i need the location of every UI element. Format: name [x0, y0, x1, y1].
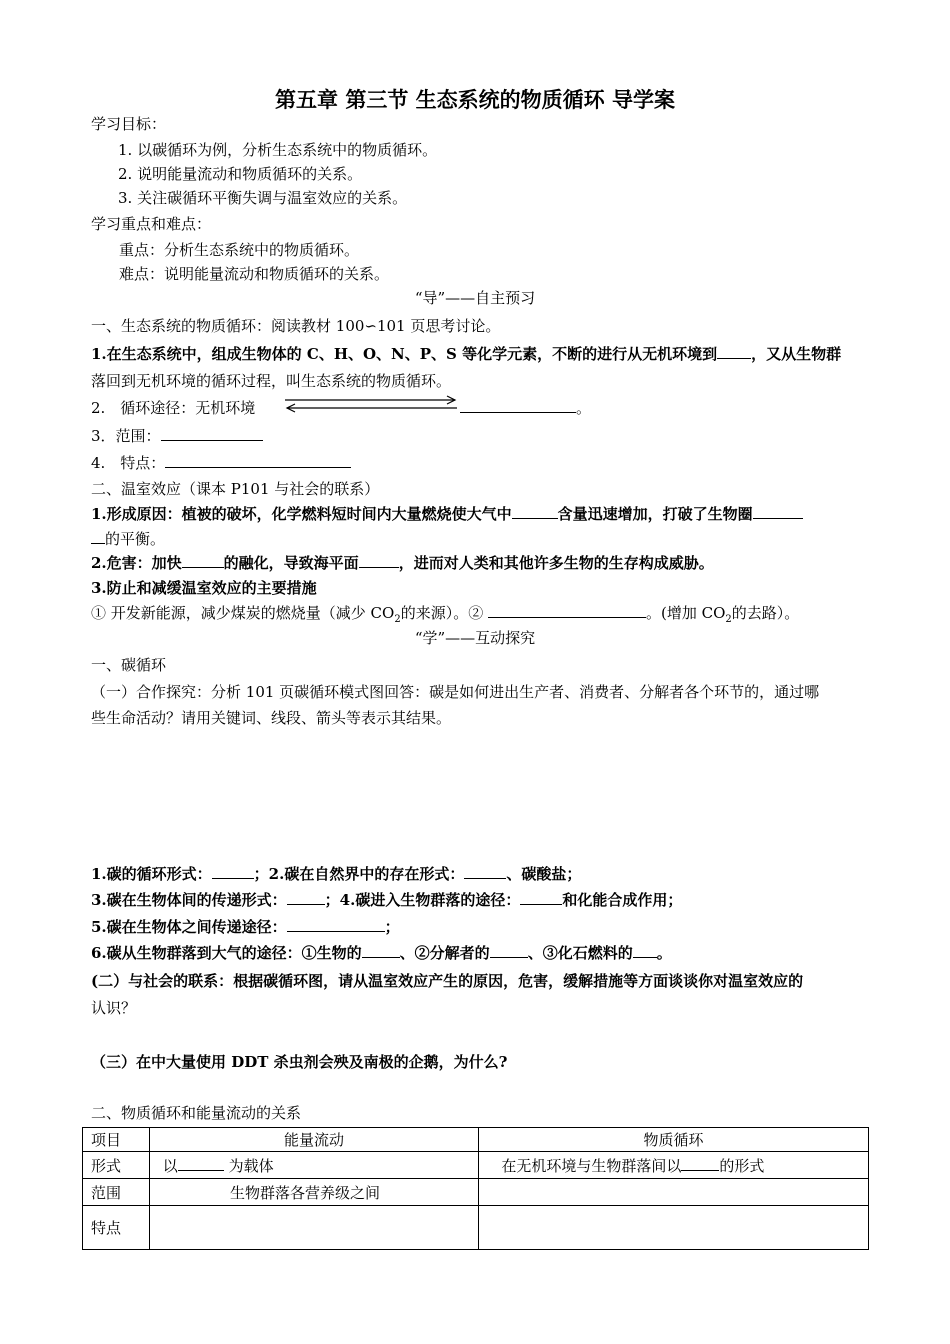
table-cell: 生物群落各营养级之间 — [150, 1179, 479, 1206]
blank-line — [464, 864, 506, 879]
blank-line — [161, 426, 263, 441]
table-cell — [479, 1206, 869, 1250]
table-cell — [150, 1206, 479, 1250]
blank-line — [287, 890, 325, 905]
blank-line — [488, 603, 646, 618]
objective-item: 2. 说明能量流动和物质循环的关系。 — [118, 165, 363, 183]
blank-line — [681, 1156, 719, 1171]
blank-line — [212, 864, 254, 879]
society-connection-line2: 认识？ — [91, 999, 137, 1017]
table-header-cell: 能量流动 — [150, 1128, 479, 1152]
blank-line — [753, 504, 803, 519]
relation-heading: 二、物质循环和能量流动的关系 — [91, 1104, 302, 1122]
greenhouse-measures-heading: 3.防止和减缓温室效应的主要措施 — [91, 579, 317, 597]
section1-paragraph-line2: 落回到无机环境的循环过程，叫生态系统的物质循环。 — [91, 372, 452, 390]
table-header-cell: 项目 — [83, 1128, 150, 1152]
society-connection-line1: (二）与社会的联系：根据碳循环图，请从温室效应产生的原因，危害，缓解措施等方面谈谈你对温室效应的 — [91, 972, 804, 990]
focus-point: 重点：分析生态系统中的物质循环。 — [119, 241, 360, 259]
objective-item: 1. 以碳循环为例，分析生态系统中的物质循环。 — [118, 141, 438, 159]
key-points-heading: 学习重点和难点： — [91, 215, 212, 233]
cooperative-inquiry-line2: 些生命活动？请用关键词、线段、箭头等表示其结果。 — [91, 709, 452, 727]
greenhouse-cause-line1: 1.形成原因：植被的破坏，化学燃料短时间内大量燃烧使大气中 含量迅速增加，打破了生物圈 — [91, 504, 803, 524]
cycle-pathway-line: 2. 循环途径：无机环境 — [91, 399, 256, 417]
carbon-question-6: 6.碳从生物群落到大气的途径：①生物的 、②分解者的 、③化石燃料的 。 — [91, 944, 672, 962]
blank-line — [178, 1156, 224, 1171]
carbon-question-3-4: 3.碳在生物体间的传递形式： ；4.碳进入生物群落的途径： 和化能合成作用； — [91, 891, 683, 909]
table-row-label: 范围 — [83, 1179, 150, 1206]
blank-line — [182, 553, 224, 568]
blank-line — [359, 553, 399, 568]
blank-line — [520, 890, 562, 905]
table-row-label: 形式 — [83, 1152, 150, 1179]
cycle-pathway-blank: 。 — [460, 398, 591, 418]
table-row — [83, 1206, 869, 1250]
two-way-arrow-icon — [283, 395, 459, 413]
greenhouse-cause-line2: 的平衡。 — [91, 529, 165, 549]
blank-line — [91, 529, 105, 544]
table-cell — [479, 1179, 869, 1206]
blank-line — [717, 344, 751, 359]
blank-line — [633, 943, 657, 958]
blank-line — [362, 943, 400, 958]
greenhouse-measures-line: ① 开发新能源，减少煤炭的燃烧量（减少 $CO_2$的来源）。② 。(增加 $CO_2$的去路）。 — [91, 604, 800, 625]
guide-heading: “导”——自主预习 — [414, 289, 536, 307]
difficulty-point: 难点：说明能量流动和物质循环的关系。 — [119, 265, 390, 283]
table-row — [83, 1152, 869, 1179]
carbon-question-1-2: 1.碳的循环形式： ；2.碳在自然界中的存在形式： 、碳酸盐； — [91, 865, 582, 883]
table-row-label: 特点 — [83, 1206, 150, 1250]
section2-heading: 二、温室效应（课本 P101 与社会的联系） — [91, 480, 380, 498]
objectives-heading: 学习目标： — [91, 115, 167, 133]
table-header-row — [83, 1128, 869, 1152]
blank-line — [512, 504, 558, 519]
feature-line: 4. 特点： — [91, 453, 351, 473]
section1-heading: 一、生态系统的物质循环：阅读教材 100∽101 页思考讨论。 — [91, 317, 501, 335]
section1-paragraph-line1: 1.在生态系统中，组成生物体的 C、H、O、N、P、S 等化学元素，不断的进行从无机环境到 ，又从生物群 — [91, 345, 842, 363]
blank-line — [165, 453, 351, 468]
table-cell: 在无机环境与生物群落间以 的形式 — [479, 1152, 869, 1179]
carbon-cycle-heading: 一、碳循环 — [91, 656, 167, 674]
blank-line — [460, 398, 576, 413]
table-row — [83, 1179, 869, 1206]
learn-heading: “学”——互动探究 — [414, 629, 536, 647]
range-line: 3．范围： — [91, 426, 263, 446]
carbon-question-5: 5.碳在生物体之间传递途径： ； — [91, 918, 400, 936]
ddt-question: （三）在中大量使用 DDT 杀虫剂会殃及南极的企鹅，为什么? — [91, 1053, 508, 1071]
greenhouse-harm-line: 2.危害：加快 的融化，导致海平面 ，进而对人类和其他许多生物的生存构成威胁。 — [91, 554, 714, 572]
blank-line — [287, 917, 385, 932]
page-title: 第五章 第三节 生态系统的物质循环 导学案 — [275, 87, 675, 112]
objective-item: 3. 关注碳循环平衡失调与温室效应的关系。 — [118, 189, 408, 207]
blank-line — [490, 943, 528, 958]
table-cell: 以 为载体 — [150, 1152, 479, 1179]
cooperative-inquiry-line1: （一）合作探究：分析 101 页碳循环模式图回答：碳是如何进出生产者、消费者、分解者各个环节的，通过哪 — [91, 683, 820, 701]
relation-table — [82, 1127, 869, 1250]
table-header-cell: 物质循环 — [479, 1128, 869, 1152]
